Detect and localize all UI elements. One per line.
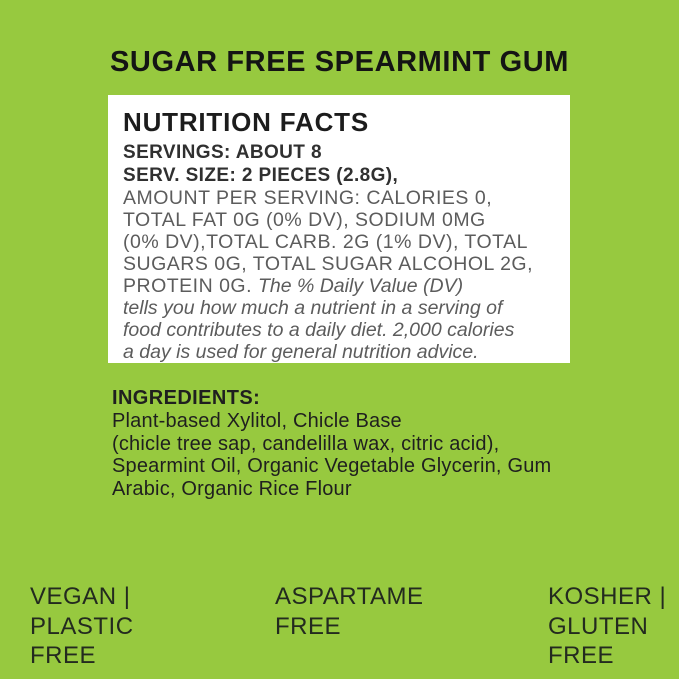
nutrition-body-line: TOTAL FAT 0G (0% DV), SODIUM 0MG [123,209,486,231]
product-title: SUGAR FREE SPEARMINT GUM [109,46,570,78]
claim-line: FREE [275,612,342,640]
nutrition-body-line: SUGARS 0G, TOTAL SUGAR ALCOHOL 2G, [123,253,534,275]
ingredients-line: (chicle tree sap, candelilla wax, citric acid), [112,432,500,455]
serving-size-line: SERV. SIZE: 2 PIECES (2.8G), [123,165,399,186]
nutrition-body-line [123,275,560,297]
claim-line: VEGAN | [30,583,131,610]
nutrition-facts-heading: NUTRITION FACTS [123,107,369,137]
nutrition-facts-panel [108,95,570,363]
protein-text: PROTEIN 0G. [123,275,258,297]
dv-note-line: a day is used for general nutrition advice. [123,341,479,363]
ingredients-line: Arabic, Organic Rice Flour [112,477,352,500]
claim-kosher-gluten-free [548,582,666,671]
ingredients-heading: INGREDIENTS: [112,387,261,409]
servings-line: SERVINGS: ABOUT 8 [123,142,322,163]
ingredients-line: Spearmint Oil, Organic Vegetable Glycerin, Gum [112,455,552,477]
claim-line: ASPARTAME [275,583,424,610]
claim-line: FREE [30,642,97,669]
claim-aspartame-free [275,582,424,641]
dv-note-line: food contributes to a daily diet. 2,000 calories [123,319,515,341]
ingredients-line: Plant-based Xylitol, Chicle Base [112,410,402,432]
nutrition-body-line: (0% DV),TOTAL CARB. 2G (1% DV), TOTAL [123,231,528,253]
claim-line: PLASTIC [30,612,134,640]
claim-line: GLUTEN [548,612,649,640]
ingredients-section [112,386,551,500]
claim-vegan-plastic-free [30,582,134,671]
claim-line: KOSHER | [548,583,667,610]
dv-note-line: The % Daily Value (DV) [257,275,464,297]
nutrition-body-line: AMOUNT PER SERVING: CALORIES 0, [123,187,493,209]
dv-note-line: tells you how much a nutrient in a serving of [123,297,503,319]
claim-line: FREE [548,642,615,669]
